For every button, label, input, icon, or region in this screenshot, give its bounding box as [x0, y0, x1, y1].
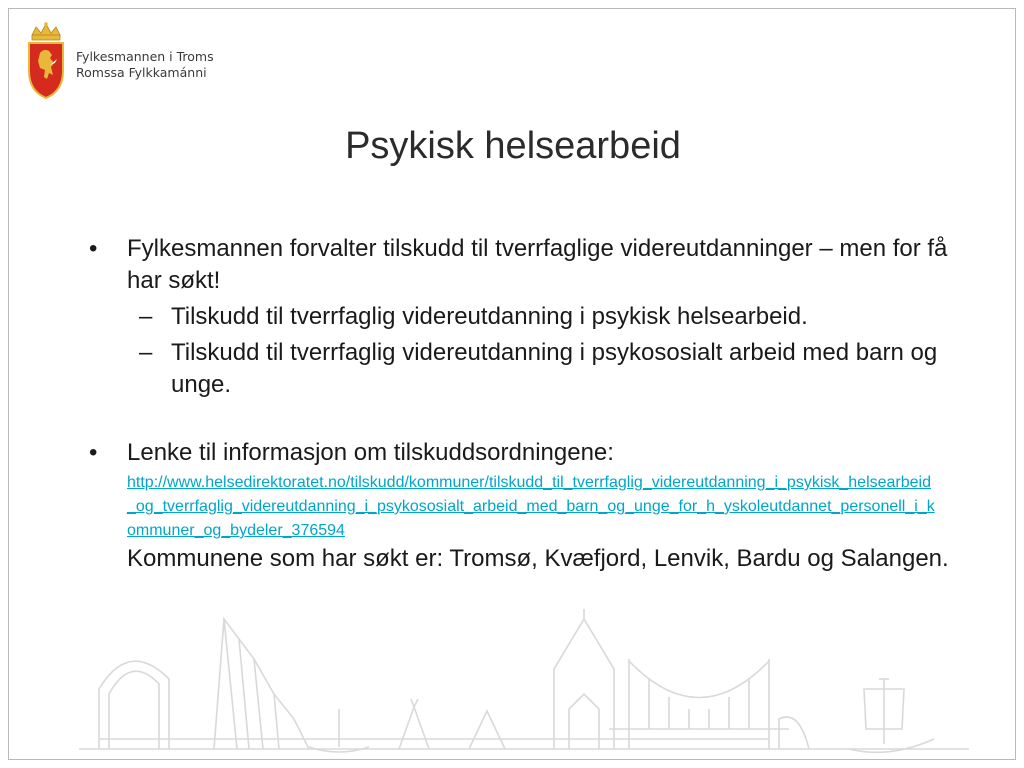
org-name-line1: Fylkesmannen i Troms [76, 49, 214, 64]
slide-content [87, 233, 967, 575]
sub-bullet-item [87, 301, 967, 333]
slide-title: Psykisk helsearbeid [345, 125, 681, 167]
bullet-text: Fylkesmannen forvalter tilskudd til tverrfaglige videreutdanninger – men for få har søkt! [127, 235, 948, 294]
sub-bullet-marker: – [139, 303, 153, 330]
lion-crest-icon [26, 21, 66, 99]
bullet-item [87, 437, 967, 575]
logo [26, 21, 226, 101]
info-link[interactable]: http://www.helsedirektoratet.no/tilskudd/kommuner/tilskudd_til_tverrfaglig_videreutdanning_i_psykisk_helsearbeid_og_tverrfaglig_videreutdanning_i_psykososialt_arbeid_med_barn_og_unge_for_h_yskoleutdannet_personell_i_kommuner_og_bydeler_376594 [127, 474, 935, 539]
organization-name [76, 49, 214, 81]
bullet-item [87, 233, 967, 297]
sub-bullet-text: Tilskudd til tverrfaglig videreutdanning i psykososialt arbeid med barn og unge. [171, 339, 938, 398]
sub-bullet-item [87, 337, 967, 401]
slide [8, 8, 1016, 760]
bullet-marker: • [89, 439, 98, 466]
sub-bullet-text: Tilskudd til tverrfaglig videreutdanning i psykisk helsearbeid. [171, 303, 808, 330]
org-name-line2: Romssa Fylkkamánni [76, 65, 207, 80]
sub-bullet-marker: – [139, 339, 153, 366]
bullet-marker: • [89, 235, 98, 262]
bullet-text: Lenke til informasjon om tilskuddsordningene: [127, 439, 614, 466]
city-skyline-illustration [9, 599, 1016, 759]
bullet-followup-text: Kommunene som har søkt er: Tromsø, Kvæfjord, Lenvik, Bardu og Salangen. [127, 545, 949, 572]
